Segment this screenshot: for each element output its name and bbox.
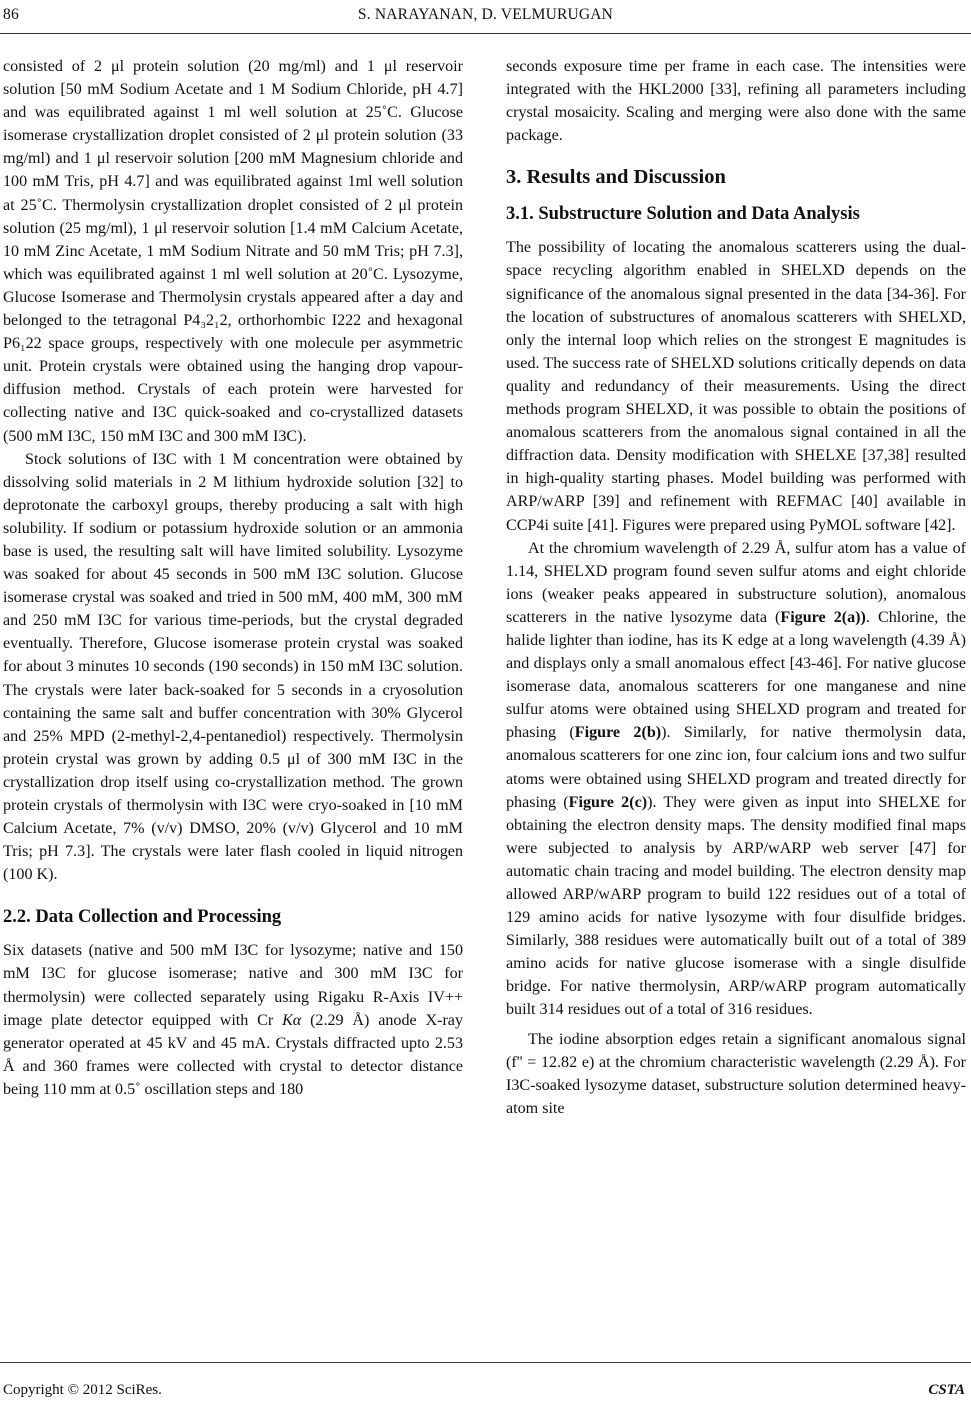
page-header [0,6,971,32]
figure-2a-ref[interactable]: Figure 2(a)) [780,608,866,626]
copyright-notice: Copyright © 2012 SciRes. [3,1382,162,1398]
paragraph-crystallization: consisted of 2 μl protein solution (20 mg/ml) and 1 μl reservoir solution [50 mM Sodium Acetate and 1 M Sodium Chloride, pH 4.7] and was equilibrated against 1 ml well solution at 25˚C. Glucose isomerase crystallization droplet consisted of 2 μl protein solution (33 mg/ml) and 1 μl reservoir solution [200 mM Magnesium chloride and 100 mM Tris, pH 4.7] and was equilibrated against 1ml well solution at 25˚C. Thermolysin crystallization droplet consisted of 2 μl protein solution (25 mg/ml), 1 μl reservoir solution [1.4 mM Calcium Acetate, 10 mM Zinc Acetate, 1 mM Sodium Nitrate and 50 mM Tris; pH 7.3], which was equilibrated against 1 ml well solution at 20˚C. Lysozyme, Glucose Isomerase and Thermolysin crystals appeared after a day and belonged to the tetragonal P4₃2₁2, orthorhombic I222 and hexagonal P6₁22 space groups, respectively with one molecule per asymmetric unit. Protein crystals were obtained using the hanging drop vapour-diffusion method. Crystals of each protein were harvested for collecting native and I3C quick-soaked and co-crystallized datasets (500 mM I3C, 150 mM I3C and 300 mM I3C). [3,58,463,445]
k-alpha-symbol: Kα [282,1011,302,1029]
heading-substructure: 3.1. Substructure Solution and Data Analysis [506,204,860,225]
page-footer [0,1375,971,1405]
paragraph-anomalous-scatterers: The possibility of locating the anomalous scatterers using the dual-space recycling algorithm enabled in SHELXD depends on the significance of the anomalous signal presented in the data [34-36]. For the location of substructures of anomalous scatterers with SHELXD, only the internal loop which relies on the strongest E magnitudes is used. The success rate of SHELXD solutions critically depends on data quality and redundancy of their measurements. Using the direct methods program SHELXD, it was possible to obtain the positions of anomalous scatterers from the anomalous signal contained in all the diffraction data. Density modification with SHELXE [37,38] resulted in high-quality starting phases. Model building was performed with ARP/wARP [39] and refinement with REFMAC [40] available in CCP4i suite [41]. Figures were prepared using PyMOL software [42]. [506,239,966,534]
left-column [3,55,463,1101]
paragraph-iodine-edges: The iodine absorption edges retain a significant anomalous signal (f'' = 12.82 e) at the chromium characteristic wavelength (2.29 Å). For I3C-soaked lysozyme dataset, substructure solution determined heavy-atom site [506,1030,966,1117]
running-head-authors: S. NARAYANAN, D. VELMURUGAN [357,6,614,23]
footer-rule [0,1362,971,1363]
page-number: 86 [3,6,19,23]
header-rule [0,33,971,34]
paragraph-chromium-wavelength: At the chromium wavelength of 2.29 Å, sulfur atom has a value of 1.14, SHELXD program found seven sulfur atoms and eight chloride ions (weaker peaks appeared in substructure solution), anomalous scatterers in the native lysozyme data (Figure 2(a)). Chlorine, the halide lighter than iodine, has its K edge at a long wavelength (4.39 Å) and displays only a small anomalous effect [43-46]. For native glucose isomerase data, anomalous scatterers for one manganese and nine sulfur atoms were obtained using SHELXD program and treated for phasing (Figure 2(b)). Similarly, for native thermolysin data, anomalous scatterers for one zinc ion, four calcium ions and two sulfur atoms were obtained using SHELXD program and treated directly for phasing (Figure 2(c)). They were given as input into SHELXE for obtaining the electron density maps. The density modified final maps were subjected to analysis by ARP/wARP web server [47] for automatic chain tracing and model building. The electron density map allowed ARP/wARP program to build 122 residues out of a total of 129 amino acids for native lysozyme with four disulfide bridges. Similarly, 388 residues were automatically built out of a total of 389 amino acids for native glucose isomerase with a single disulfide bridge. For native thermolysin, ARP/wARP program automatically built 314 residues out of a total of 316 residues. [506,539,967,1019]
figure-2c-ref[interactable]: Figure 2(c) [568,793,648,811]
paragraph-data-collection: Six datasets (native and 500 mM I3C for lysozyme; native and 150 mM I3C for glucose isomerase; native and 300 mM I3C for thermolysin) were collected separately using Rigaku R-Axis IV++ image plate detector equipped with Cr Kα (2.29 Å) anode X-ray generator operated at 45 kV and 45 mA. Crystals diffracted upto 2.53 Å and 360 frames were collected with crystal to detector distance being 110 mm at 0.5˚ oscillation steps and 180 [3,942,464,1098]
paragraph-stock-solutions: Stock solutions of I3C with 1 M concentration were obtained by dissolving solid materials in 2 M lithium hydroxide solution [32] to deprotonate the carboxyl groups, thereby producing a salt with high solubility. If sodium or potassium hydroxide solution or an ammonia base is used, the resulting salt will have limited solubility. Lysozyme was soaked for about 45 seconds in 500 mM I3C solution. Glucose isomerase crystal was soaked and tried in 500 mM, 400 mM, 300 mM and 250 mM I3C for various time-periods, but the crystal degraded eventually. Therefore, Glucose isomerase protein crystal was soaked for about 3 minutes 10 seconds (190 seconds) in 150 mM I3C solution. The crystals were later back-soaked for 5 seconds in a cryosolution containing the same salt and buffer concentration with 30% Glycerol and 25% MPD (2-methyl-2,4-pentanediol) respectively. Thermolysin protein crystal was grown by adding 0.5 μl of 300 mM I3C in the crystallization drop itself using co-crystallization method. The grown protein crystals of thermolysin with I3C were cryo-soaked in [10 mM Calcium Acetate, 7% (v/v) DMSO, 20% (v/v) Glycerol and 10 mM Tris; pH 7.3]. The crystals were later flash cooled in liquid nitrogen (100 K). [3,450,463,884]
right-column [506,55,966,1120]
journal-abbreviation: CSTA [928,1382,965,1398]
heading-results: 3. Results and Discussion [506,166,726,189]
paragraph-exposure: seconds exposure time per frame in each case. The intensities were integrated with the HKL2000 [33], refining all parameters including crystal mosaicity. Scaling and merging were also done with the same package. [506,58,966,145]
figure-2b-ref[interactable]: Figure 2(b) [574,724,662,742]
heading-data-collection: 2.2. Data Collection and Processing [3,907,282,928]
